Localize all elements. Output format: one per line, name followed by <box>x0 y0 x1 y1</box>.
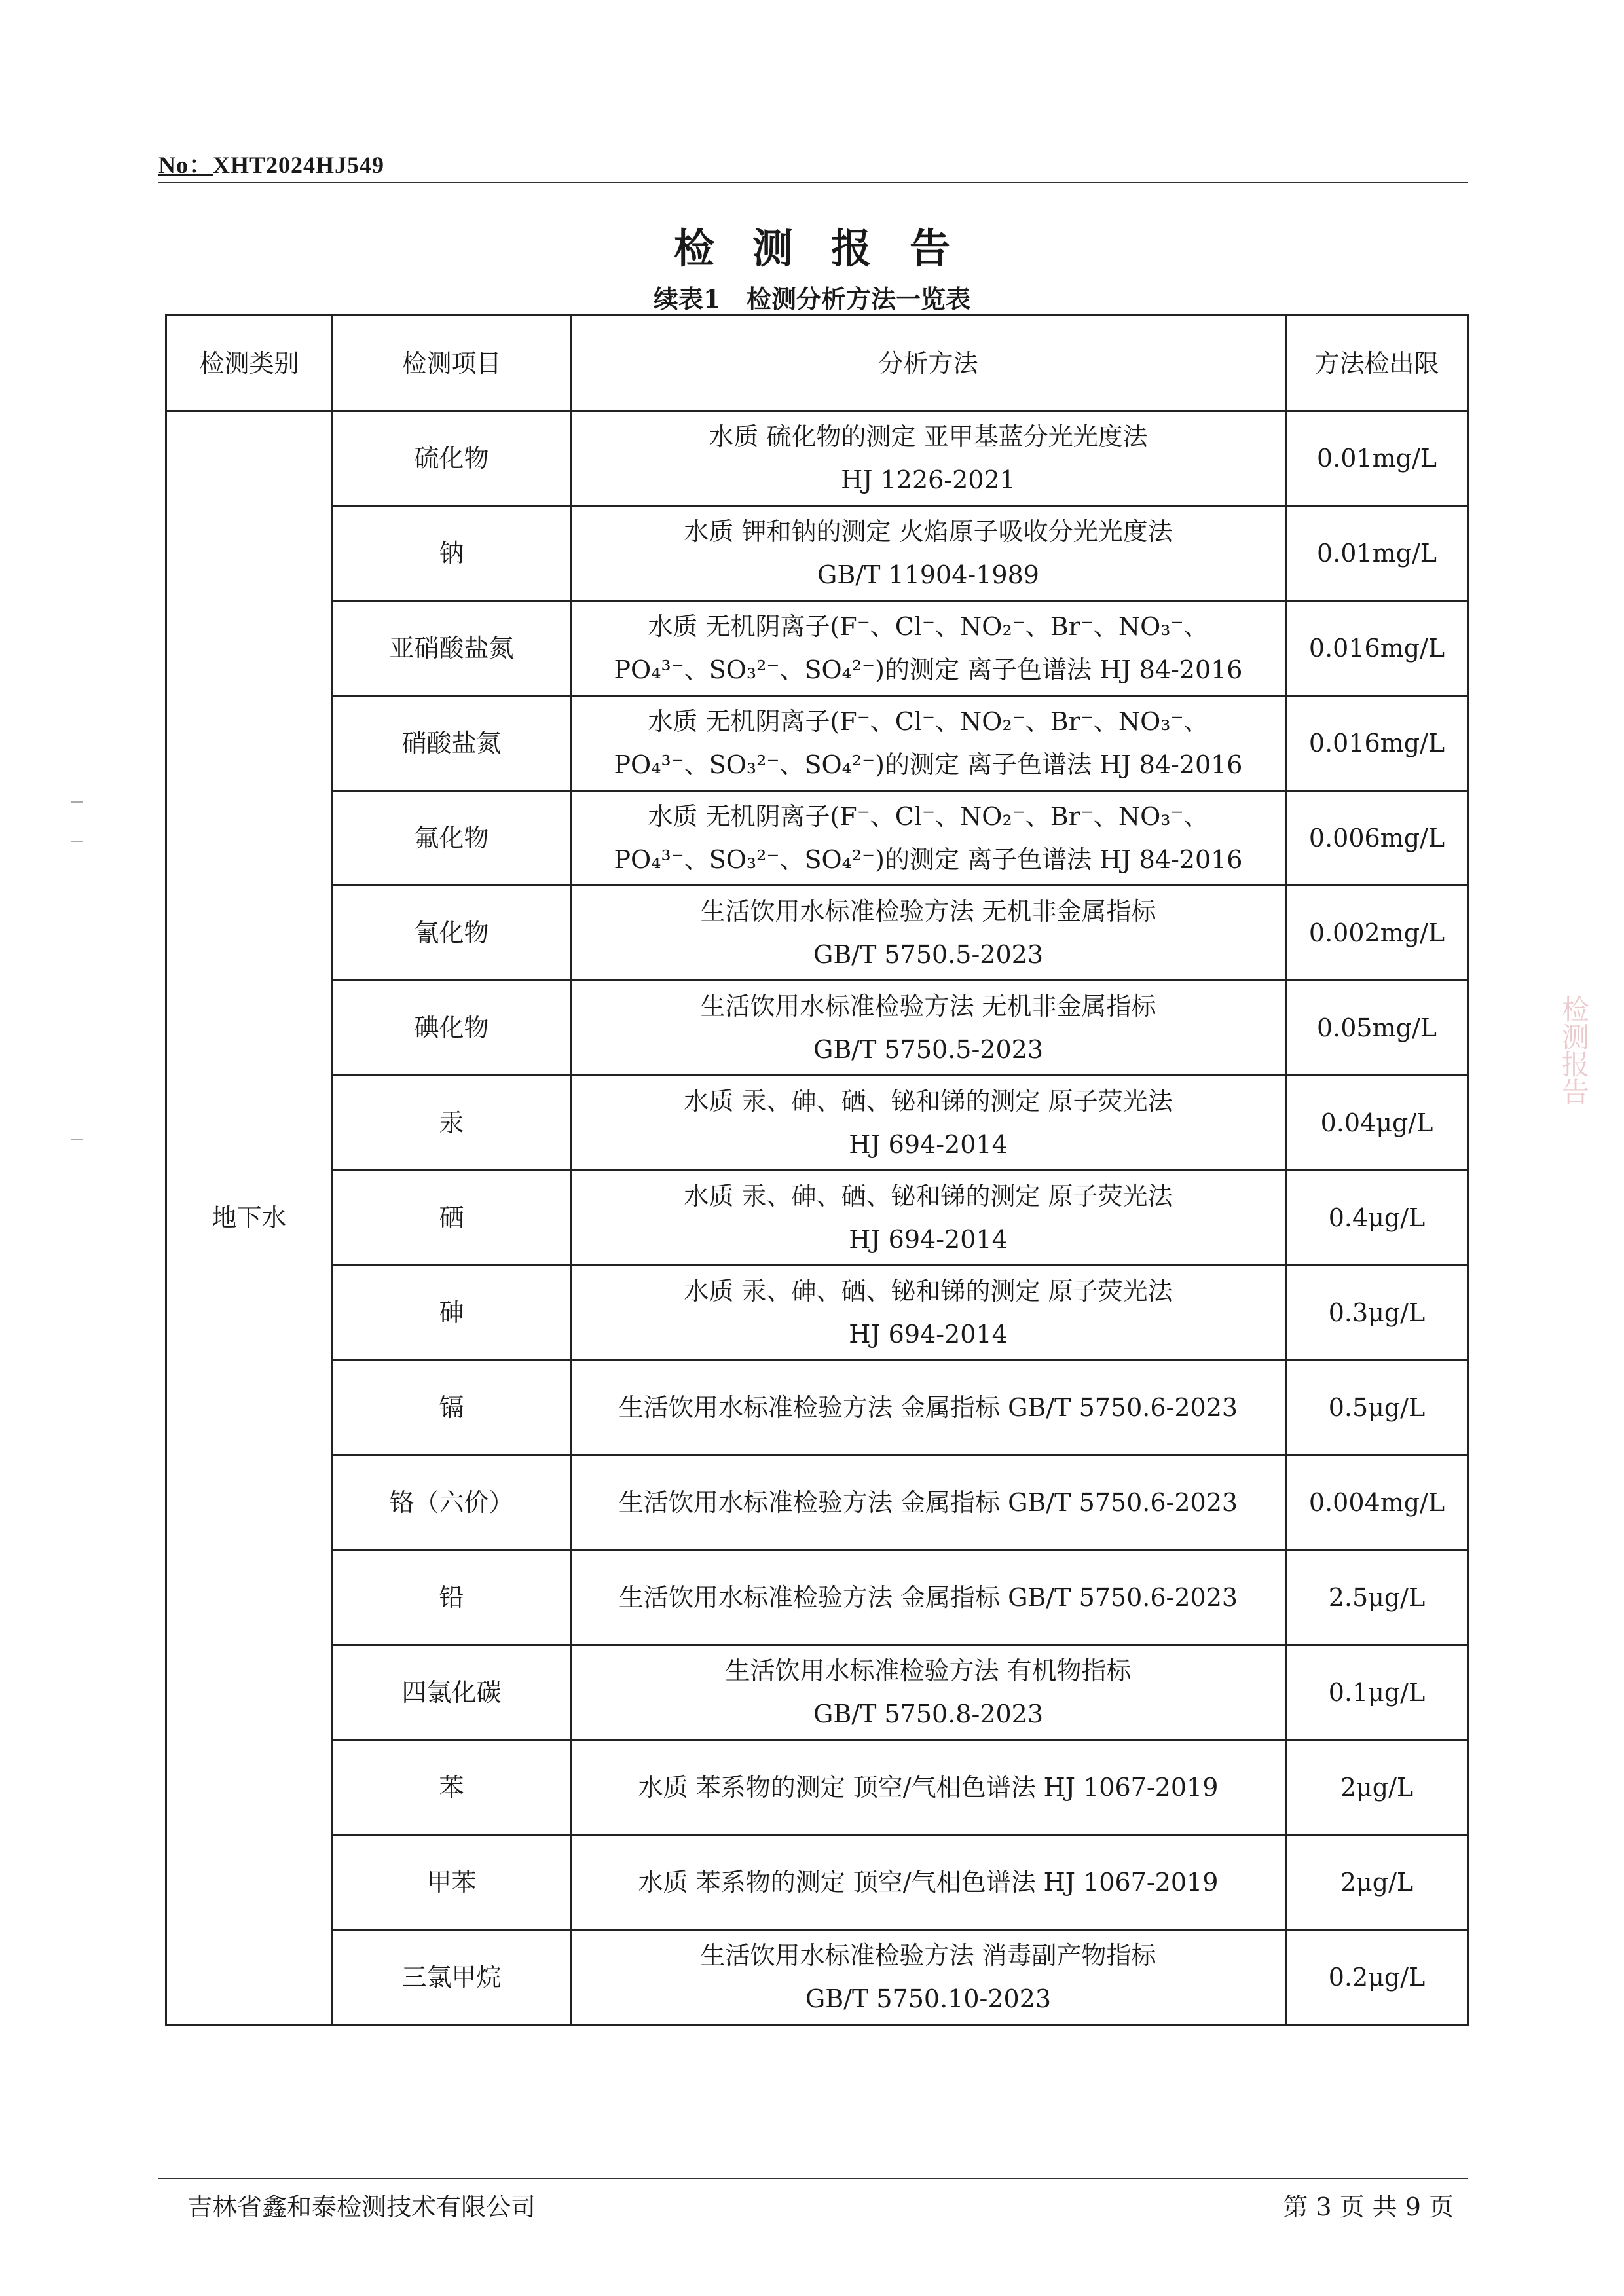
method-cell <box>571 791 1286 886</box>
method-line: 水质 无机阴离子(F⁻、Cl⁻、NO₂⁻、Br⁻、NO₃⁻、 <box>648 802 1209 831</box>
method-line: PO₄³⁻、SO₃²⁻、SO₄²⁻)的测定 离子色谱法 HJ 84-2016 <box>614 655 1243 684</box>
report-number-label: No： <box>158 152 213 178</box>
method-line: 水质 汞、砷、硒、铋和锑的测定 原子荧光法 <box>684 1087 1173 1116</box>
method-line: 水质 汞、砷、硒、铋和锑的测定 原子荧光法 <box>684 1277 1173 1305</box>
method-line: PO₄³⁻、SO₃²⁻、SO₄²⁻)的测定 离子色谱法 HJ 84-2016 <box>614 845 1243 874</box>
limit-cell: 0.04μg/L <box>1286 1076 1468 1171</box>
table-row <box>166 506 1468 601</box>
item-cell: 钠 <box>333 506 571 601</box>
item-cell: 硫化物 <box>333 411 571 506</box>
limit-cell: 2.5μg/L <box>1286 1550 1468 1645</box>
header-method: 分析方法 <box>571 316 1286 411</box>
limit-cell: 0.016mg/L <box>1286 696 1468 791</box>
limit-cell: 0.2μg/L <box>1286 1930 1468 2025</box>
method-cell <box>571 1266 1286 1360</box>
table-row <box>166 1645 1468 1740</box>
method-line: HJ 1226-2021 <box>841 465 1016 494</box>
method-cell <box>571 1645 1286 1740</box>
limit-cell: 0.002mg/L <box>1286 886 1468 981</box>
table-row <box>166 696 1468 791</box>
method-line: HJ 694-2014 <box>849 1320 1008 1349</box>
header-category: 检测类别 <box>166 316 333 411</box>
table-row <box>166 1740 1468 1835</box>
table-caption: 续表1 检测分析方法一览表 <box>653 284 971 314</box>
item-cell: 氰化物 <box>333 886 571 981</box>
method-line: 水质 钾和钠的测定 火焰原子吸收分光光度法 <box>684 517 1173 546</box>
method-cell <box>571 1835 1286 1930</box>
limit-cell: 2μg/L <box>1286 1835 1468 1930</box>
method-cell <box>571 696 1286 791</box>
item-cell: 砷 <box>333 1266 571 1360</box>
table-row <box>166 1171 1468 1266</box>
item-cell: 甲苯 <box>333 1835 571 1930</box>
limit-cell: 0.3μg/L <box>1286 1266 1468 1360</box>
item-cell: 氟化物 <box>333 791 571 886</box>
method-line: GB/T 5750.5-2023 <box>813 940 1044 969</box>
method-cell <box>571 1930 1286 2025</box>
report-number <box>158 147 384 180</box>
method-line: HJ 694-2014 <box>849 1130 1008 1159</box>
method-line: 生活饮用水标准检验方法 无机非金属指标 <box>700 897 1156 926</box>
method-cell <box>571 1360 1286 1455</box>
item-cell: 苯 <box>333 1740 571 1835</box>
table-row <box>166 1930 1468 2025</box>
method-line: 生活饮用水标准检验方法 有机物指标 <box>725 1656 1132 1685</box>
method-line: 水质 硫化物的测定 亚甲基蓝分光光度法 <box>709 422 1148 451</box>
method-line: 水质 汞、砷、硒、铋和锑的测定 原子荧光法 <box>684 1182 1173 1211</box>
item-cell: 三氯甲烷 <box>333 1930 571 2025</box>
table-header-row <box>166 316 1468 411</box>
table-body <box>166 411 1468 2025</box>
table-row <box>166 411 1468 506</box>
report-number-value: XHT2024HJ549 <box>213 152 385 178</box>
method-cell <box>571 1171 1286 1266</box>
header-item: 检测项目 <box>333 316 571 411</box>
seal-stamp: 检测报告 <box>1558 995 1590 1105</box>
item-cell: 硝酸盐氮 <box>333 696 571 791</box>
method-cell <box>571 981 1286 1076</box>
method-cell <box>571 1550 1286 1645</box>
table-row <box>166 1835 1468 1930</box>
limit-cell: 2μg/L <box>1286 1740 1468 1835</box>
limit-cell: 0.004mg/L <box>1286 1455 1468 1550</box>
margin-mark <box>71 1139 83 1140</box>
table-row <box>166 1360 1468 1455</box>
limit-cell: 0.1μg/L <box>1286 1645 1468 1740</box>
method-line: PO₄³⁻、SO₃²⁻、SO₄²⁻)的测定 离子色谱法 HJ 84-2016 <box>614 750 1243 779</box>
method-cell <box>571 1740 1286 1835</box>
table-row <box>166 886 1468 981</box>
method-line: 水质 苯系物的测定 顶空/气相色谱法 HJ 1067-2019 <box>638 1868 1219 1897</box>
item-cell: 亚硝酸盐氮 <box>333 601 571 696</box>
method-line: 生活饮用水标准检验方法 金属指标 GB/T 5750.6-2023 <box>618 1488 1238 1517</box>
method-cell <box>571 506 1286 601</box>
table-row <box>166 981 1468 1076</box>
item-cell: 铬（六价） <box>333 1455 571 1550</box>
footer-divider <box>158 2178 1468 2179</box>
method-cell <box>571 411 1286 506</box>
method-cell <box>571 1076 1286 1171</box>
item-cell: 四氯化碳 <box>333 1645 571 1740</box>
method-line: GB/T 5750.10-2023 <box>805 1984 1052 2013</box>
header-limit: 方法检出限 <box>1286 316 1468 411</box>
method-line: 生活饮用水标准检验方法 金属指标 GB/T 5750.6-2023 <box>618 1393 1238 1422</box>
limit-cell: 0.016mg/L <box>1286 601 1468 696</box>
limit-cell: 0.05mg/L <box>1286 981 1468 1076</box>
method-cell <box>571 601 1286 696</box>
method-cell <box>571 1455 1286 1550</box>
method-line: HJ 694-2014 <box>849 1225 1008 1254</box>
margin-mark <box>71 801 83 803</box>
table-row <box>166 1076 1468 1171</box>
company-name: 吉林省鑫和泰检测技术有限公司 <box>187 2193 536 2221</box>
method-line: 生活饮用水标准检验方法 无机非金属指标 <box>700 992 1156 1021</box>
method-line: GB/T 5750.8-2023 <box>813 1700 1044 1728</box>
method-line: 水质 无机阴离子(F⁻、Cl⁻、NO₂⁻、Br⁻、NO₃⁻、 <box>648 707 1209 736</box>
limit-cell: 0.01mg/L <box>1286 411 1468 506</box>
method-cell <box>571 886 1286 981</box>
item-cell: 镉 <box>333 1360 571 1455</box>
method-line: GB/T 5750.5-2023 <box>813 1035 1044 1064</box>
method-line: 水质 无机阴离子(F⁻、Cl⁻、NO₂⁻、Br⁻、NO₃⁻、 <box>648 612 1209 641</box>
table-row <box>166 601 1468 696</box>
item-cell: 碘化物 <box>333 981 571 1076</box>
limit-cell: 0.006mg/L <box>1286 791 1468 886</box>
limit-cell: 0.01mg/L <box>1286 506 1468 601</box>
table-row <box>166 1455 1468 1550</box>
limit-cell: 0.4μg/L <box>1286 1171 1468 1266</box>
limit-cell: 0.5μg/L <box>1286 1360 1468 1455</box>
table-row <box>166 1550 1468 1645</box>
margin-mark <box>71 841 83 842</box>
item-cell: 硒 <box>333 1171 571 1266</box>
method-line: 水质 苯系物的测定 顶空/气相色谱法 HJ 1067-2019 <box>638 1773 1219 1802</box>
method-line: 生活饮用水标准检验方法 消毒副产物指标 <box>700 1941 1156 1970</box>
item-cell: 铅 <box>333 1550 571 1645</box>
page-number: 第 3 页 共 9 页 <box>1283 2193 1454 2221</box>
category-cell: 地下水 <box>166 411 333 2025</box>
table-row <box>166 791 1468 886</box>
item-cell: 汞 <box>333 1076 571 1171</box>
method-line: GB/T 11904-1989 <box>817 560 1039 589</box>
method-line: 生活饮用水标准检验方法 金属指标 GB/T 5750.6-2023 <box>618 1583 1238 1612</box>
header-divider <box>158 182 1468 183</box>
page-title: 检测报告 <box>673 225 988 272</box>
methods-table <box>165 314 1469 2026</box>
table-row <box>166 1266 1468 1360</box>
